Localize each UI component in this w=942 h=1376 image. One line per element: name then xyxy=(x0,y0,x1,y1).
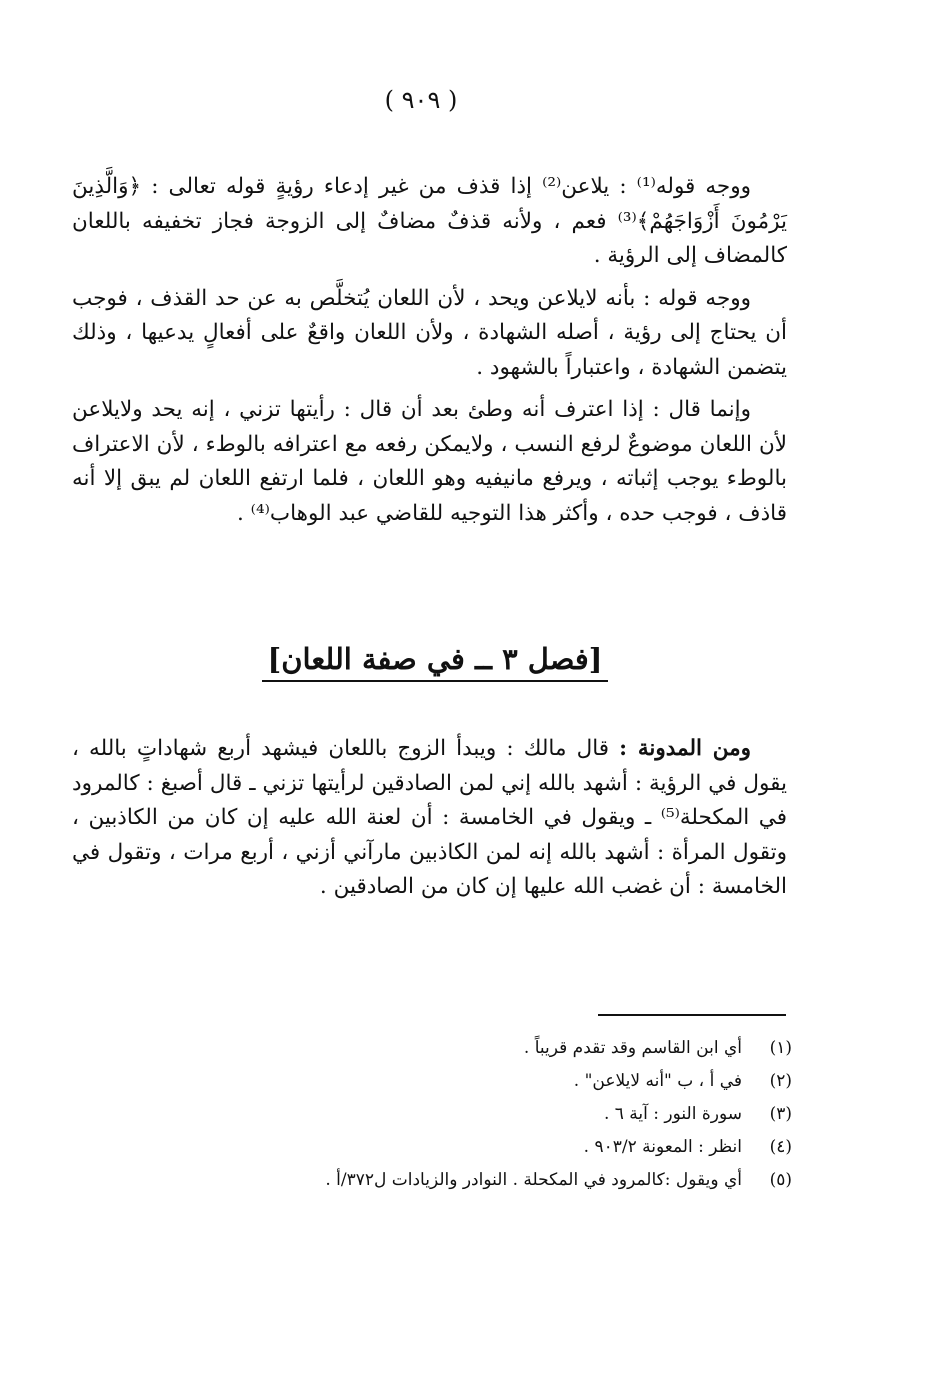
footnote-text: أي ابن القاسم وقد تقدم قريباً . xyxy=(523,1038,742,1058)
footnote-text: سورة النور : آية ٦ . xyxy=(603,1104,742,1124)
paragraph-1: ووجه قوله⁽¹⁾ : يلاعن⁽²⁾ إذا قذف من غير إدعاء رؤيةٍ قوله تعالى : ﴿وَالَّذِينَ يَرْمُونَ أَزْوَاجَهُمْ﴾⁽³⁾ فعم ، ولأنه قذفٌ مضافٌ إلى الزوجة فجاز تخفيفه باللعان كالمضاف إلى الرؤية . xyxy=(72,174,787,268)
footnote-item xyxy=(272,1065,792,1098)
footnote-item xyxy=(272,1098,792,1131)
page-number: ( ٩٠٩ ) xyxy=(384,86,458,114)
section-heading-text: [فصل ٣ ــ في صفة اللعان] xyxy=(262,642,609,682)
footnote-text: أي ويقول :كالمرود في المكحلة . النوادر والزيادات ل٣٧٢/أ . xyxy=(325,1170,742,1190)
footnote-number: (٢) xyxy=(769,1071,792,1091)
footnote-divider xyxy=(598,1014,786,1016)
section-heading xyxy=(0,642,870,682)
footnote-number: (٣) xyxy=(769,1104,792,1124)
footnote-item xyxy=(272,1032,792,1065)
footnote-text: انظر : المعونة ٩٠٣/٢ . xyxy=(583,1137,742,1157)
top-text-block xyxy=(72,170,787,539)
footnote-item xyxy=(272,1164,792,1197)
footnote-number: (٤) xyxy=(769,1137,792,1157)
footnote-item xyxy=(272,1131,792,1164)
footnote-number: (١) xyxy=(769,1038,792,1058)
section-body: قال مالك : ويبدأ الزوج باللعان فيشهد أربع شهاداتٍ بالله ، يقول في الرؤية : أشهد بالله إني لمن الصادقين لرأيتها تزني ـ قال أصبغ : كالمرود في المكحلة⁽⁵⁾ ـ ويقول في الخامسة : أن لعنة الله عليه إن كان من الكاذبين ، وتقول المرأة : أشهد بالله إنه لمن الكاذبين مارآني أزني ، أربع مرات ، وتقول في الخامسة : أن غضب الله عليها إن كان من الصادقين . xyxy=(72,736,787,899)
footnote-number: (٥) xyxy=(769,1170,792,1190)
section-paragraph xyxy=(72,732,787,905)
footnote-text: في أ ، ب "أنه لايلاعن" . xyxy=(573,1071,742,1091)
paragraph-3: وإنما قال : إذا اعترف أنه وطئ بعد أن قال : رأيتها تزني ، إنه يحد ولايلاعن لأن اللعان موضوعٌ لرفع النسب ، ولايمكن رفعه مع اعترافه بالوطء ، لأن الاعتراف بالوطء يوجب إثباته ، ويرفع مانيفيه وهو اللعان ، فلما ارتفع اللعان لم يبق إلا أنه قاذف ، فوجب حده ، وأكثر هذا التوجيه للقاضي عبد الوهاب⁽⁴⁾ . xyxy=(72,397,787,526)
footnotes xyxy=(272,1032,792,1197)
section-text-block xyxy=(72,732,787,913)
section-lead: ومن المدونة : xyxy=(619,736,751,761)
paragraph-2: ووجه قوله : بأنه لايلاعن ويحد ، لأن اللعان يُتخلَّص به عن حد القذف ، فوجب أن يحتاج إلى رؤية ، أصله الشهادة ، ولأن اللعان واقعٌ على أفعالٍ يدعيها ، وذلك يتضمن الشهادة ، واعتباراً بالشهود . xyxy=(72,285,787,380)
